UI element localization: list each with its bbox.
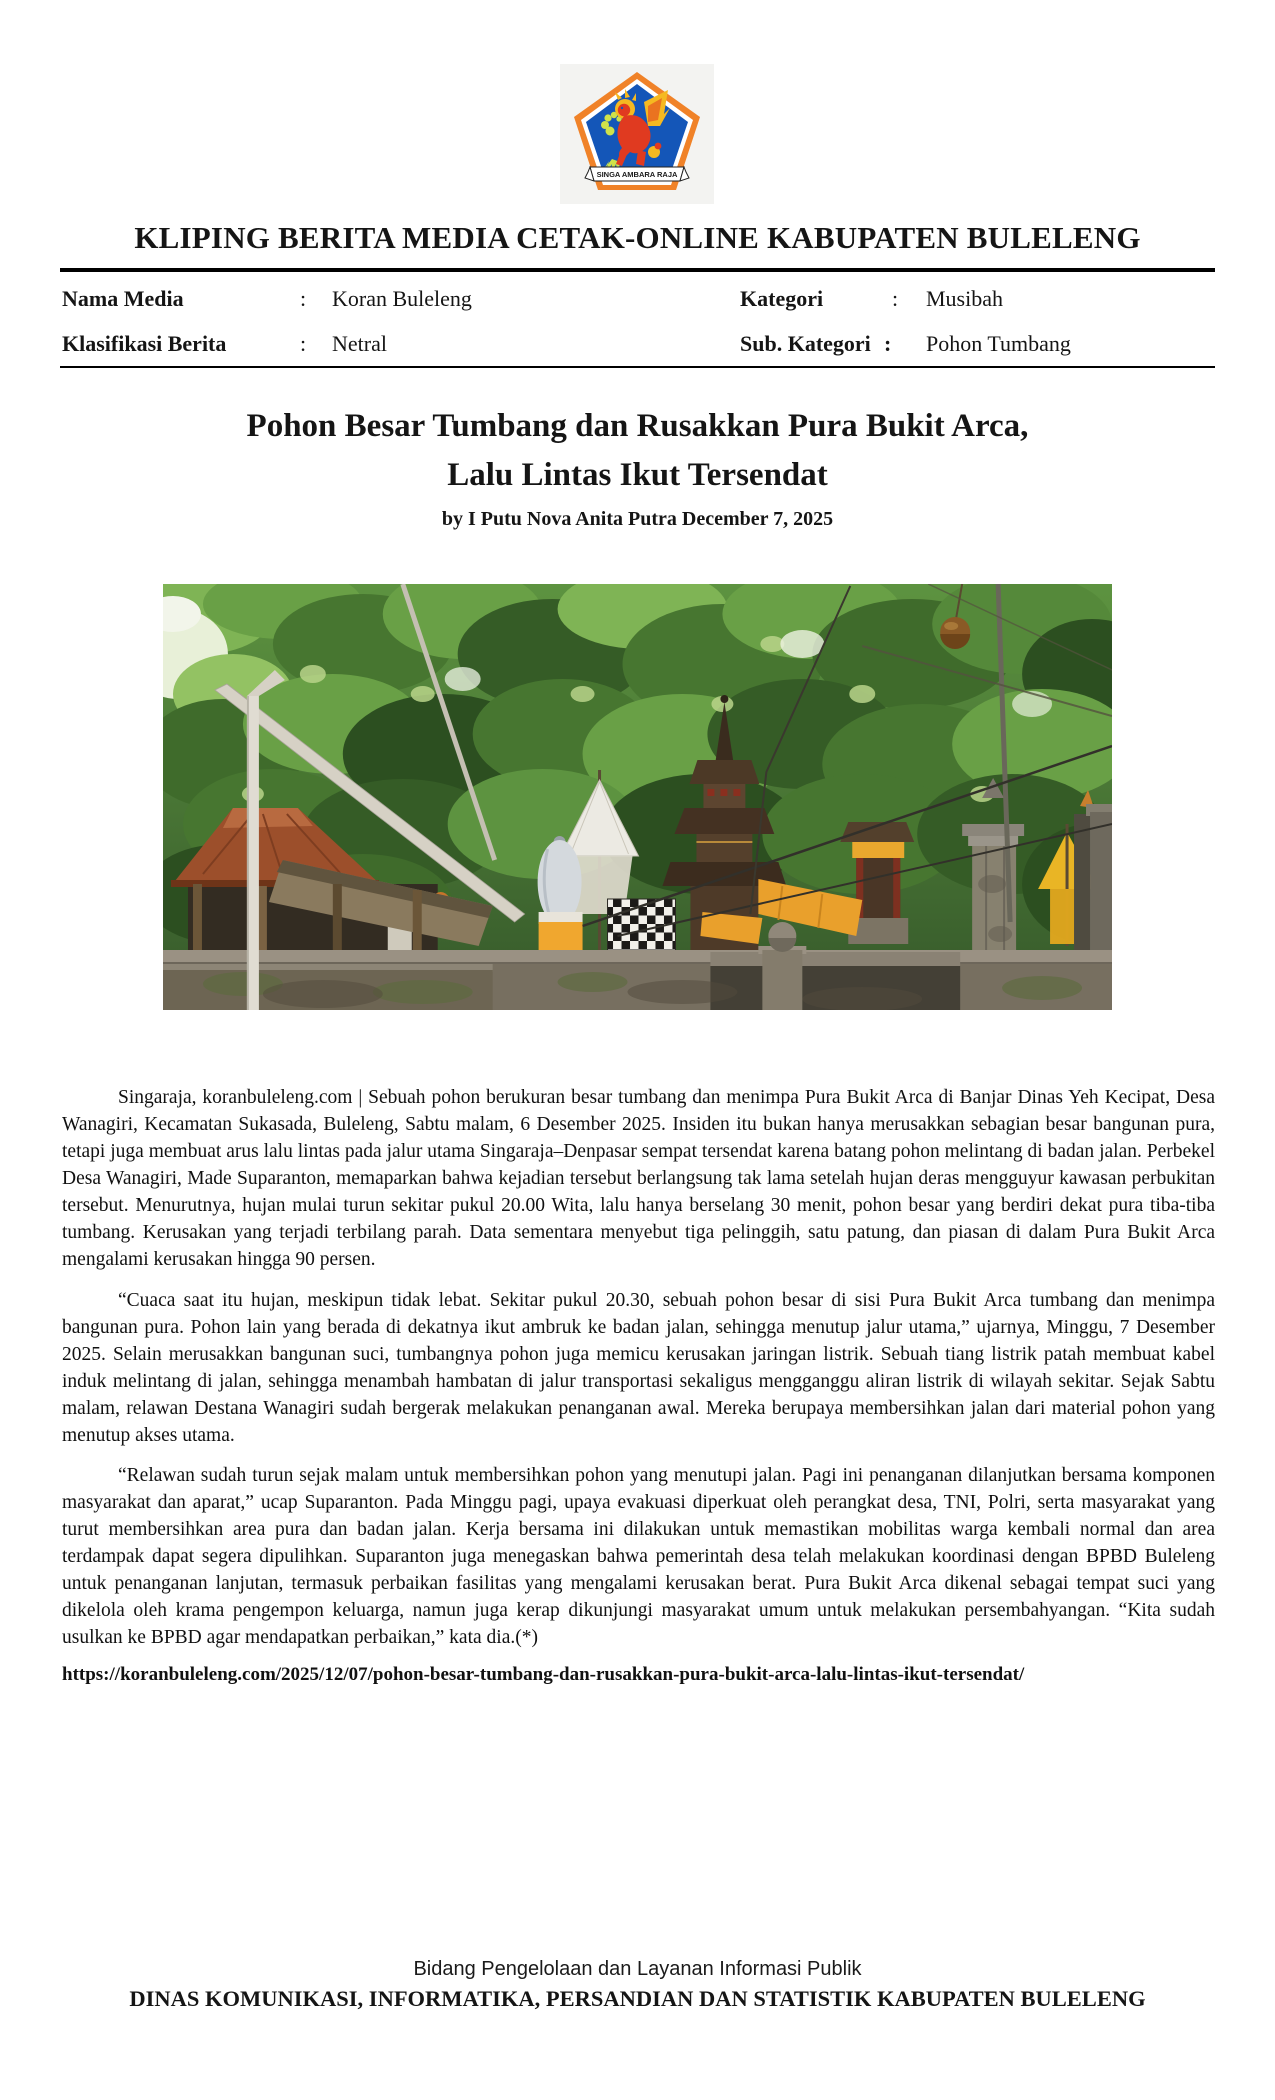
meta-value-sub-kategori: Pohon Tumbang	[926, 331, 1071, 356]
meta-colon: :	[884, 331, 892, 356]
meta-label-klasifikasi: Klasifikasi Berita	[62, 331, 227, 356]
singa-ambara-raja-emblem-icon	[552, 64, 722, 204]
article-paragraph-3: “Relawan sudah turun sejak malam untuk membersihkan pohon yang menutupi jalan. Pagi ini penanganan dilanjutkan bersama komponen masyarakat dan aparat,” ucap Suparanton. Pada Minggu pagi, upaya evakuasi diperkuat oleh perangkat desa, TNI, Polri, serta masyarakat yang turut membersihkan area pura dan badan jalan. Kerja bersama ini dilakukan untuk memastikan mobilitas warga kembali normal dan area terdampak dapat segera dipulihkan. Suparanton juga menegaskan bahwa pemerintah desa telah melakukan koordinasi dengan BPBD Buleleng untuk penanganan lanjutan, termasuk perbaikan fasilitas yang mengalami kerusakan berat. Pura Bukit Arca dikenal sebagai tempat suci yang dikelola oleh krama pengempon keluarga, namun juga kerap dikunjungi masyarakat umum untuk melakukan persembahyangan. “Kita sudah usulkan ke BPBD agar mendapatkan perbaikan,” kata dia.(*)	[62, 1465, 1215, 1648]
footer-agency: DINAS KOMUNIKASI, INFORMATIKA, PERSANDIAN DAN STATISTIK KABUPATEN BULELENG	[129, 1986, 1146, 2011]
article-title-line1: Pohon Besar Tumbang dan Rusakkan Pura Bukit Arca,	[246, 408, 1029, 444]
meta-value-klasifikasi: Netral	[332, 331, 387, 356]
source-url-link[interactable]: https://koranbuleleng.com/2025/12/07/pohon-besar-tumbang-dan-rusakkan-pura-bukit-arca-lalu-lintas-ikut-tersendat/	[62, 1664, 1025, 1685]
document-title: KLIPING BERITA MEDIA CETAK-ONLINE KABUPATEN BULELENG	[134, 220, 1141, 255]
meta-label-nama-media: Nama Media	[62, 286, 184, 311]
meta-colon: :	[300, 331, 307, 356]
meta-value-kategori: Musibah	[926, 286, 1003, 311]
buleleng-regency-logo	[552, 64, 722, 204]
footer-division: Bidang Pengelolaan dan Layanan Informasi Publik	[413, 1958, 862, 1980]
header-rule-bottom	[60, 366, 1215, 368]
meta-colon: :	[892, 286, 899, 311]
article-paragraph-1: Singaraja, koranbuleleng.com | Sebuah pohon berukuran besar tumbang dan menimpa Pura Bukit Arca di Banjar Dinas Yeh Kecipat, Desa Wanagiri, Kecamatan Sukasada, Buleleng, Sabtu malam, 6 Desember 2025. Insiden itu bukan hanya merusakkan sebagian besar bangunan pura, tetapi juga membuat arus lalu lintas pada jalur utama Singaraja–Denpasar sempat tersendat karena batang pohon melintang di badan jalan. Perbekel Desa Wanagiri, Made Suparanton, memaparkan bahwa kejadian tersebut berlangsung tak lama setelah hujan deras mengguyur kawasan perbukitan tersebut. Menurutnya, hujan mulai turun sekitar pukul 20.00 Wita, lalu hanya berselang 30 menit, pohon besar yang berdiri dekat pura tiba-tiba tumbang. Kerusakan yang terjadi terbilang parah. Data sementara menyebut tiga pelinggih, satu patung, dan piasan di dalam Pura Bukit Arca mengalami kerusakan hingga 90 persen.	[62, 1087, 1215, 1270]
meta-colon: :	[300, 286, 307, 311]
header-rule-top	[60, 268, 1215, 272]
article-paragraph-2: “Cuaca saat itu hujan, meskipun tidak lebat. Sekitar pukul 20.30, sebuah pohon besar di sisi Pura Bukit Arca tumbang dan menimpa bangunan pura. Pohon lain yang berada di dekatnya ikut ambruk ke badan jalan, sehingga menutup jalur utama,” ujarnya, Minggu, 7 Desember 2025. Selain merusakkan bangunan suci, tumbangnya pohon juga memicu kerusakan jaringan listrik. Sebuah tiang listrik patah membuat kabel induk melintang di jalan, sehingga menambah hambatan di jalur transportasi sekaligus mengganggu aliran listrik di wilayah sekitar. Sejak Sabtu malam, relawan Destana Wanagiri sudah bergerak melakukan penanganan awal. Mereka berupaya membersihkan jalan dari material pohon yang menutup akses utama.	[62, 1290, 1215, 1446]
meta-label-kategori: Kategori	[740, 286, 824, 311]
meta-value-nama-media: Koran Buleleng	[332, 286, 472, 311]
logo-banner-text: SINGA AMBARA RAJA	[596, 170, 678, 179]
meta-label-sub-kategori: Sub. Kategori	[740, 331, 871, 356]
temple-photo-illustration	[163, 584, 1112, 1010]
article-byline: by I Putu Nova Anita Putra December 7, 2025	[441, 508, 834, 530]
article-title-line2: Lalu Lintas Ikut Tersendat	[447, 457, 828, 493]
article-photo	[163, 584, 1112, 1010]
